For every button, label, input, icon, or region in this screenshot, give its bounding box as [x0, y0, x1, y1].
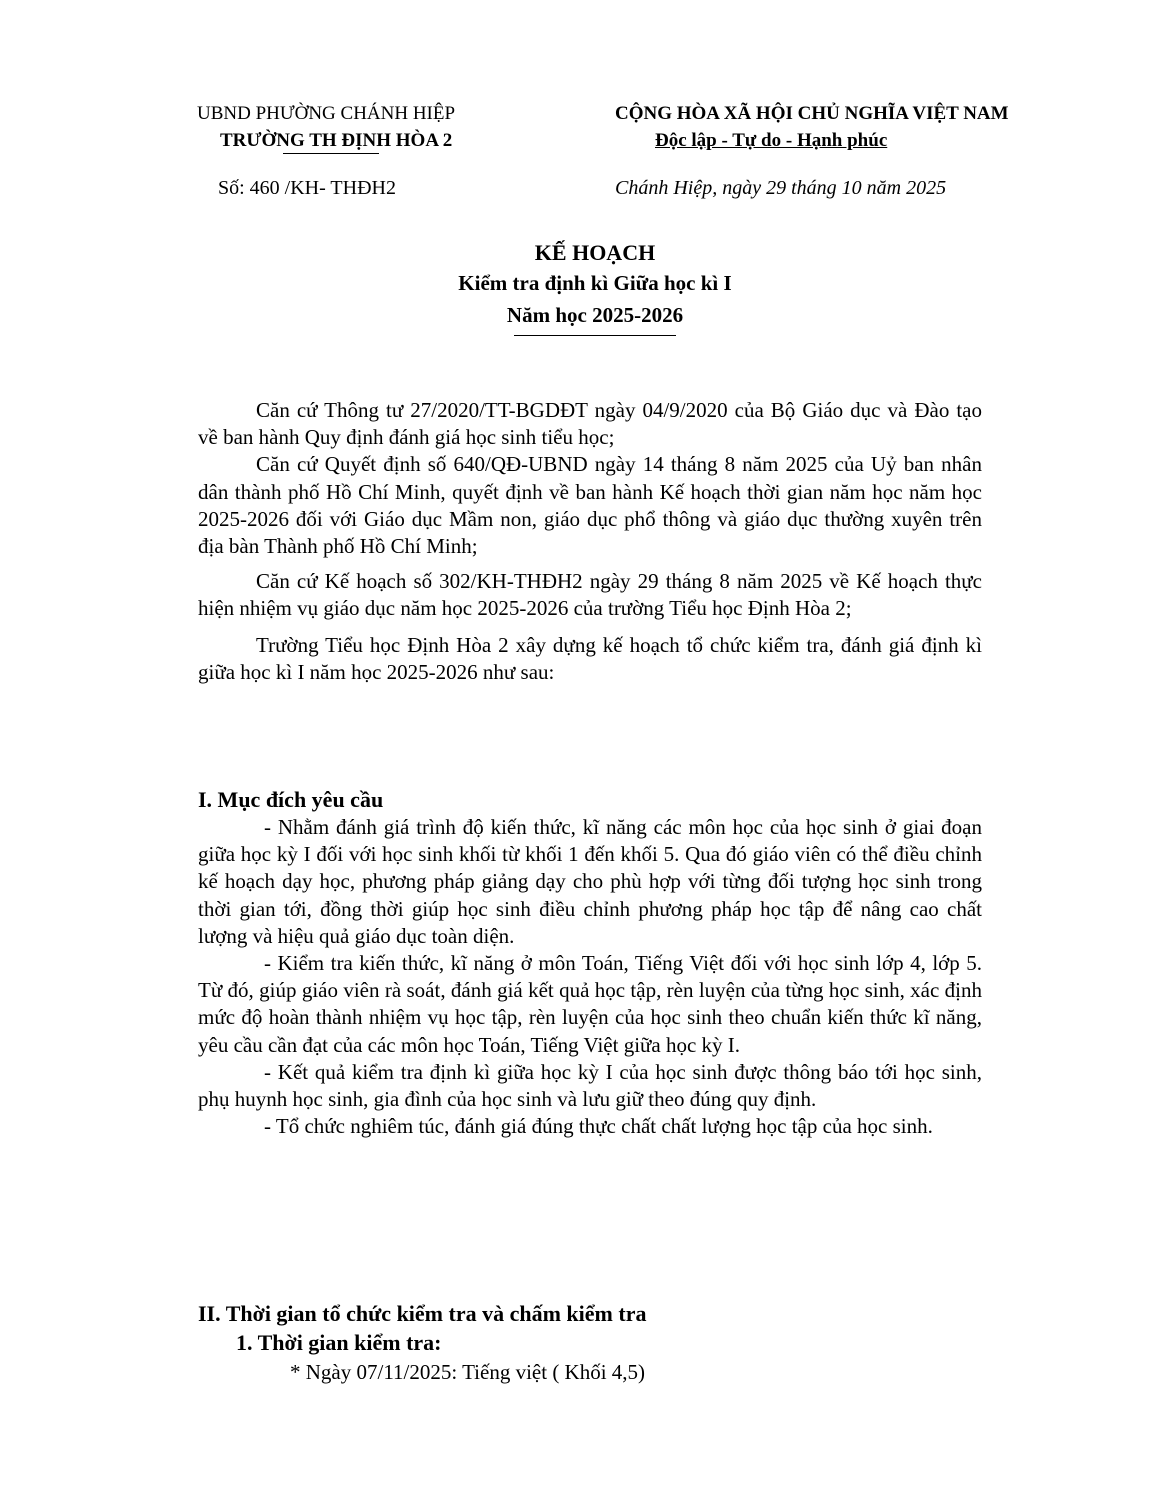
national-title: CỘNG HÒA XÃ HỘI CHỦ NGHĨA VIỆT NAM — [615, 103, 1009, 124]
section-1-item: - Kết quả kiểm tra định kì giữa học kỳ I của học sinh được thông báo tới học sinh, phụ huynh học sinh, gia đình của học sinh và lưu giữ theo đúng quy định. — [198, 1059, 982, 1112]
legal-basis-2: Căn cứ Quyết định số 640/QĐ-UBND ngày 14 tháng 8 năm 2025 của Uỷ ban nhân dân thành phố Hồ Chí Minh, quyết định về ban hành Kế hoạch thời gian năm học năm học 2025-2026 đối với Giáo dục Mầm non, giáo dục phổ thông và giáo dục thường xuyên trên địa bàn Thành phố Hồ Chí Minh; — [198, 452, 982, 559]
document-title: KẾ HOẠCH — [534, 240, 656, 265]
section-1-item: - Nhằm đánh giá trình độ kiến thức, kĩ năng các môn học của học sinh ở giai đoạn giữa học kỳ I đối với học sinh khối từ khối 1 đến khối 5. Qua đó giáo viên có thể điều chỉnh kế hoạch dạy học, phương pháp giảng dạy cho phù hợp với từng đối tượng học sinh trong thời gian tới, đồng thời giúp học sinh điều chỉnh phương pháp học tập để nâng cao chất lượng và hiệu quả giáo dục toàn diện. — [198, 815, 982, 948]
legal-basis — [198, 397, 982, 686]
section-1-item: - Tổ chức nghiêm túc, đánh giá đúng thực chất chất lượng học tập của học sinh. — [264, 1114, 933, 1139]
section-1 — [198, 786, 982, 1140]
issuer-school: TRƯỜNG TH ĐỊNH HÒA 2 — [220, 130, 453, 151]
legal-basis-3: Căn cứ Kế hoạch số 302/KH-THĐH2 ngày 29 tháng 8 năm 2025 về Kế hoạch thực hiện nhiệm vụ giáo dục năm học 2025-2026 của trường Tiểu học Định Hòa 2; — [198, 569, 982, 621]
title-underline — [514, 335, 676, 336]
section-2-heading: II. Thời gian tổ chức kiểm tra và chấm kiểm tra — [198, 1301, 647, 1326]
school-year: Năm học 2025-2026 — [506, 303, 684, 327]
legal-basis-1: Căn cứ Thông tư 27/2020/TT-BGDĐT ngày 04/9/2020 của Bộ Giáo dục và Đào tạo về ban hành Quy định đánh giá học sinh tiểu học; — [198, 398, 982, 450]
document-subtitle: Kiểm tra định kì Giữa học kì I — [458, 271, 732, 295]
section-1-item: - Kiểm tra kiến thức, kĩ năng ở môn Toán, Tiếng Việt đối với học sinh lớp 4, lớp 5. Từ đó, giúp giáo viên rà soát, đánh giá kết quả học tập, rèn luyện của từng học sinh, xác định mức độ hoàn thành nhiệm vụ học tập, rèn luyện của học sinh theo chuẩn kiến thức kĩ năng, yêu cầu cần đạt của các môn học Toán, Tiếng Việt giữa học kỳ I. — [198, 951, 982, 1057]
document-number: Số: 460 /KH- THĐH2 — [218, 177, 396, 199]
place-date: Chánh Hiệp, ngày 29 tháng 10 năm 2025 — [615, 177, 947, 199]
intro-paragraph: Trường Tiểu học Định Hòa 2 xây dựng kế hoạch tổ chức kiểm tra, đánh giá định kì giữa học kì I năm học 2025-2026 như sau: — [198, 632, 982, 684]
section-1-heading: I. Mục đích yêu cầu — [198, 787, 384, 812]
issuer-underline — [283, 153, 379, 154]
national-motto: Độc lập - Tự do - Hạnh phúc — [655, 130, 888, 151]
section-2-subheading: 1. Thời gian kiểm tra: — [236, 1330, 442, 1355]
issuer-authority: UBND PHƯỜNG CHÁNH HIỆP — [197, 103, 456, 124]
exam-schedule-item: * Ngày 07/11/2025: Tiếng việt ( Khối 4,5) — [290, 1360, 646, 1384]
